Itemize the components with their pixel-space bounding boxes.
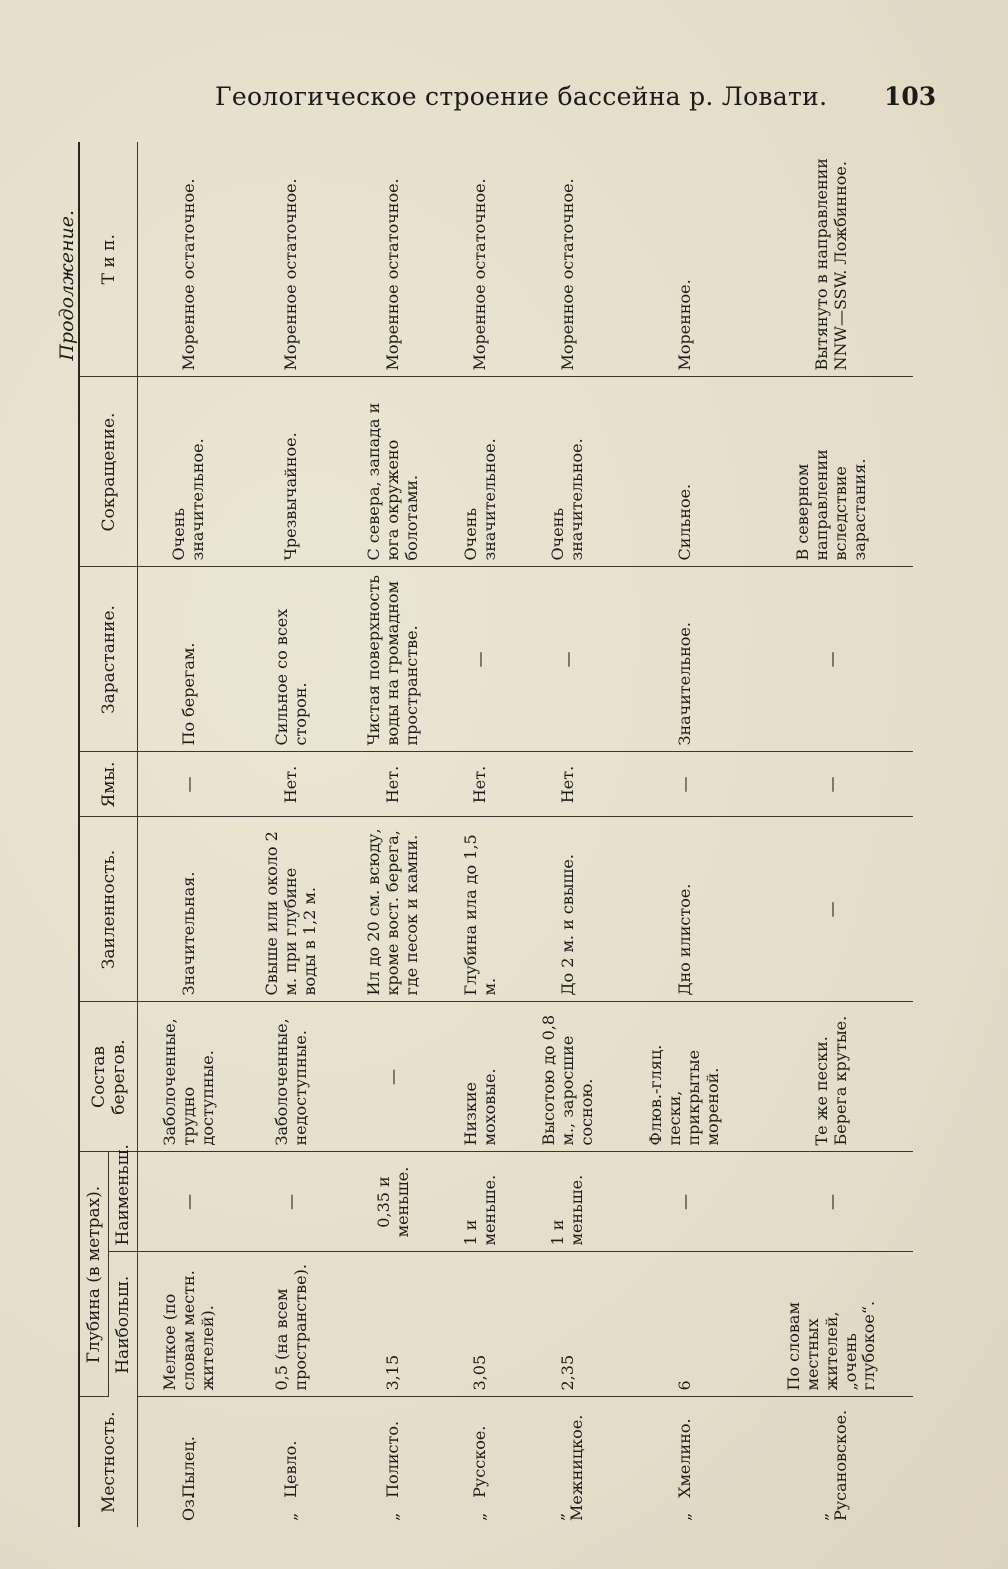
cell-location (619, 1397, 751, 1527)
location-name: Межницкое. (567, 1414, 587, 1521)
lakes-table (78, 142, 913, 1527)
cell-overgrowth: Значительное. (619, 567, 751, 752)
header-overgrowth: Зарастание. (79, 567, 138, 752)
cell-depth-max: По словам местных жителей, „очень глубокое“. (751, 1252, 913, 1397)
cell-depth-max: Мелкое (по словам местн. жителей). (138, 1252, 241, 1397)
cell-pits: Нет. (241, 752, 343, 817)
table-row (517, 142, 619, 1527)
cell-silting: Ил до 20 см. всюду, кроме вост. берега, где песок и камни. (343, 817, 445, 1002)
cell-overgrowth: — (751, 567, 913, 752)
cell-type: Моренное остаточное. (445, 142, 517, 377)
cell-location (445, 1397, 517, 1527)
header-depth-min: Наименьш. (109, 1152, 138, 1252)
continued-label: Продолжение. (56, 210, 78, 361)
cell-shore: Те же пески. Берега крутые. (751, 1002, 913, 1152)
location-prefix: Оз. (178, 1494, 198, 1521)
header-depth-max: Наибольш. (109, 1252, 138, 1397)
header-location: Местность. (79, 1397, 138, 1527)
cell-location (241, 1397, 343, 1527)
cell-depth-min: — (751, 1152, 913, 1252)
cell-type: Моренное. (619, 142, 751, 377)
table-body (138, 142, 913, 1527)
cell-shrinkage: Сильное. (619, 377, 751, 567)
cell-silting: Дно илистое. (619, 817, 751, 1002)
header-shore-composition: Состав берегов. (79, 1002, 138, 1152)
location-name: Русановское. (831, 1409, 851, 1521)
cell-silting: — (751, 817, 913, 1002)
cell-location (751, 1397, 913, 1527)
cell-silting: Свыше или около 2 м. при глубине воды в 1,2 м. (241, 817, 343, 1002)
cell-shrinkage: Очень значительное. (517, 377, 619, 567)
cell-type: Моренное остаточное. (517, 142, 619, 377)
location-prefix: „ (470, 1512, 490, 1521)
table-row (445, 142, 517, 1527)
cell-depth-max: 3,05 (445, 1252, 517, 1397)
header-pits: Ямы. (79, 752, 138, 817)
cell-overgrowth: — (445, 567, 517, 752)
cell-pits: Нет. (517, 752, 619, 817)
cell-pits: Нет. (343, 752, 445, 817)
cell-pits: — (619, 752, 751, 817)
cell-shore: Заболоченные, недоступные. (241, 1002, 343, 1152)
cell-location (343, 1397, 445, 1527)
cell-depth-max: 0,5 (на всем пространстве). (241, 1252, 343, 1397)
cell-silting: Глубина ила до 1,5 м. (445, 817, 517, 1002)
cell-depth-min: — (138, 1152, 241, 1252)
cell-location (517, 1397, 619, 1527)
cell-overgrowth: По берегам. (138, 567, 241, 752)
cell-depth-min: 1 и меньше. (517, 1152, 619, 1252)
cell-location (138, 1397, 241, 1527)
cell-shore: Флюв.-гляц. пески, прикрытые мореной. (619, 1002, 751, 1152)
cell-overgrowth: — (517, 567, 619, 752)
header-silting: Заиленность. (79, 817, 138, 1002)
cell-pits: Нет. (445, 752, 517, 817)
table-row (619, 142, 751, 1527)
cell-shrinkage: Чрезвычайное. (241, 377, 343, 567)
location-name: Пылец. (178, 1436, 198, 1498)
cell-type: Вытянуто в направлении NNW—SSW. Ложбинное. (751, 142, 913, 377)
cell-depth-min: — (241, 1152, 343, 1252)
cell-shrinkage: Очень значительное. (138, 377, 241, 567)
location-name: Русское. (470, 1425, 490, 1498)
running-title: Геологическое строение бассейна р. Ловати. (215, 82, 828, 111)
cell-type: Моренное остаточное. (138, 142, 241, 377)
cell-shore: — (343, 1002, 445, 1152)
cell-depth-max: 6 (619, 1252, 751, 1397)
location-name: Цевло. (281, 1440, 301, 1498)
page-number: 103 (884, 82, 937, 111)
table-row (343, 142, 445, 1527)
cell-shore: Заболоченные, трудно доступные. (138, 1002, 241, 1152)
table-header (79, 142, 138, 1527)
cell-silting: Значительная. (138, 817, 241, 1002)
cell-type: Моренное остаточное. (241, 142, 343, 377)
cell-shrinkage: В северном направлении вследствие зарастания. (751, 377, 913, 567)
cell-shore: Высотою до 0,8 м., заросшие сосною. (517, 1002, 619, 1152)
cell-depth-min: — (619, 1152, 751, 1252)
cell-shrinkage: Очень значительное. (445, 377, 517, 567)
header-type: Т и п. (79, 142, 138, 377)
header-shrinkage: Сокращение. (79, 377, 138, 567)
table-row (751, 142, 913, 1527)
page-header (0, 82, 1008, 122)
location-prefix: „ (674, 1512, 694, 1521)
cell-depth-max: 2,35 (517, 1252, 619, 1397)
location-prefix: „ (548, 1512, 568, 1521)
cell-overgrowth: Чистая поверхность воды на громадном пространстве. (343, 567, 445, 752)
cell-pits: — (751, 752, 913, 817)
cell-depth-min: 0,35 и меньше. (343, 1152, 445, 1252)
cell-shrinkage: С севера, запада и юга окружено болотами. (343, 377, 445, 567)
location-prefix: „ (812, 1512, 832, 1521)
cell-depth-max: 3,15 (343, 1252, 445, 1397)
lakes-table-rotated (78, 142, 913, 1527)
cell-overgrowth: Сильное со всех сторон. (241, 567, 343, 752)
header-depth-group: Глубина (в метрах). (79, 1152, 109, 1397)
cell-silting: До 2 м. и свыше. (517, 817, 619, 1002)
table-row (138, 142, 241, 1527)
cell-type: Моренное остаточное. (343, 142, 445, 377)
table-row (241, 142, 343, 1527)
cell-pits: — (138, 752, 241, 817)
cell-depth-min: 1 и меньше. (445, 1152, 517, 1252)
location-name: Полисто. (383, 1420, 403, 1498)
location-name: Хмелино. (674, 1418, 694, 1498)
location-prefix: „ (383, 1512, 403, 1521)
cell-shore: Низкие моховые. (445, 1002, 517, 1152)
location-prefix: „ (281, 1512, 301, 1521)
